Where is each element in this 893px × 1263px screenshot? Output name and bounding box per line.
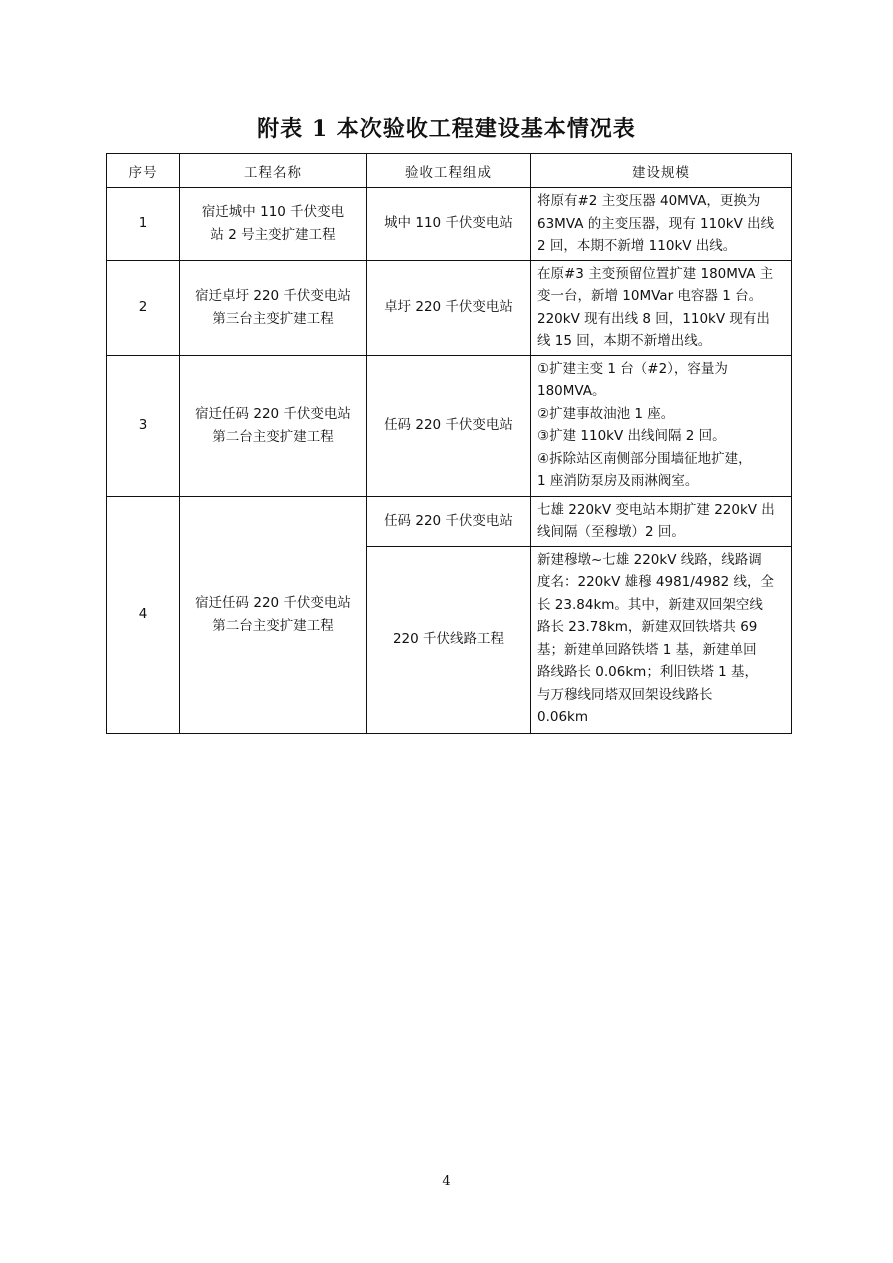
- project-name: [180, 496, 367, 733]
- scale-line: ③扩建 110kV 出线间隔 2 回。: [537, 428, 726, 444]
- scale-line: 与万穆线同塔双回架设线路长: [537, 686, 713, 703]
- scale-line: 线 15 回，本期不新增出线。: [537, 333, 712, 349]
- scale-line: 七雄 220kV 变电站本期扩建 220kV 出: [537, 501, 775, 518]
- table-row: [107, 188, 792, 261]
- row-no: 1: [107, 188, 180, 261]
- project-name-line: 宿迁卓圩 220 千伏变电站: [195, 287, 351, 304]
- table-title: 附表 1 本次验收工程建设基本情况表: [257, 116, 636, 142]
- table-row: [107, 496, 792, 546]
- table-row: [107, 260, 792, 355]
- project-name: [180, 260, 367, 355]
- table-header-row: [107, 154, 792, 188]
- project-name: [180, 188, 367, 261]
- header-name: 工程名称: [180, 154, 367, 188]
- row-no: 3: [107, 355, 180, 496]
- scale-line: 线间隔（至穆墩）2 回。: [537, 524, 685, 540]
- scale-line: 长 23.84km。其中，新建双回架空线: [537, 596, 763, 613]
- row-no: 2: [107, 260, 180, 355]
- row-no: 4: [107, 496, 180, 733]
- project-name-line: 第二台主变扩建工程: [212, 617, 334, 634]
- scale-line: 220kV 现有出线 8 回，110kV 现有出: [537, 310, 770, 327]
- project-name-line: 第三台主变扩建工程: [212, 310, 334, 327]
- header-no: 序号: [107, 154, 180, 188]
- scale-line: 基；新建单回路铁塔 1 基，新建单回: [537, 641, 757, 658]
- project-component: 卓圩 220 千伏变电站: [367, 260, 531, 355]
- project-name-line: 宿迁任码 220 千伏变电站: [195, 405, 351, 422]
- build-scale: [531, 355, 792, 496]
- scale-line: ②扩建事故油池 1 座。: [537, 405, 675, 422]
- scale-line: 度名：220kV 雄穆 4981/4982 线，全: [537, 574, 774, 590]
- scale-line: 将原有#2 主变压器 40MVA，更换为: [537, 193, 761, 209]
- project-name-line: 站 2 号主变扩建工程: [210, 226, 336, 243]
- build-scale: [531, 188, 792, 261]
- scale-line: 路线路长 0.06km；利旧铁塔 1 基，: [537, 664, 758, 680]
- build-scale: [531, 496, 792, 546]
- build-scale: [531, 260, 792, 355]
- header-scale: 建设规模: [531, 154, 792, 188]
- project-name-line: 第二台主变扩建工程: [212, 428, 334, 445]
- scale-line: 2 回，本期不新增 110kV 出线。: [537, 238, 737, 254]
- project-component: 城中 110 千伏变电站: [367, 188, 531, 261]
- project-name: [180, 355, 367, 496]
- project-component: 任码 220 千伏变电站: [367, 355, 531, 496]
- page-number: 4: [442, 1174, 451, 1189]
- project-name-line: 宿迁城中 110 千伏变电: [201, 203, 345, 220]
- table-row: [107, 355, 792, 496]
- scale-line: 路长 23.78km，新建双回铁塔共 69: [537, 619, 758, 635]
- scale-line: 变一台，新增 10MVar 电容器 1 台。: [537, 288, 763, 304]
- header-component: 验收工程组成: [367, 154, 531, 188]
- scale-line: ④拆除站区南侧部分围墙征地扩建，: [537, 450, 752, 467]
- project-name-line: 宿迁任码 220 千伏变电站: [195, 594, 351, 611]
- project-component: 任码 220 千伏变电站: [367, 496, 531, 546]
- scale-line: 1 座消防泵房及雨淋阀室。: [537, 473, 699, 489]
- project-component: 220 千伏线路工程: [367, 546, 531, 733]
- scale-line: 新建穆墩~七雄 220kV 线路，线路调: [537, 551, 762, 568]
- scale-line: 0.06km: [537, 709, 589, 725]
- scale-line: 180MVA。: [537, 383, 606, 399]
- scale-line: 在原#3 主变预留位置扩建 180MVA 主: [537, 265, 774, 282]
- build-scale: [531, 546, 792, 733]
- project-info-table: [106, 153, 792, 734]
- scale-line: ①扩建主变 1 台（#2），容量为: [537, 360, 728, 377]
- scale-line: 63MVA 的主变压器，现有 110kV 出线: [537, 215, 775, 232]
